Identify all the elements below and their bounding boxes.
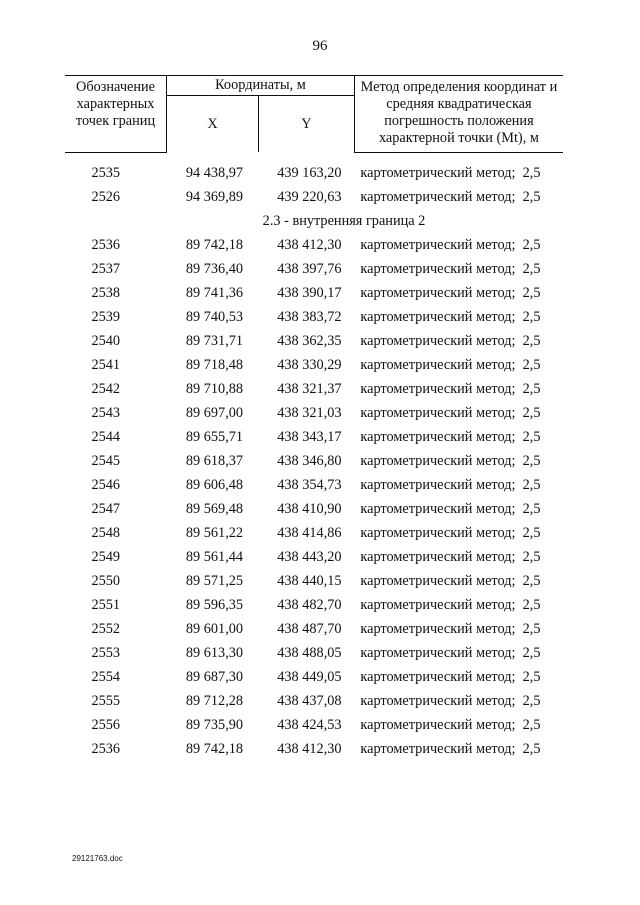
- error-value: 2,5: [522, 453, 541, 469]
- header-y: Y: [258, 96, 354, 153]
- x-coordinate: 89 710,88: [185, 381, 244, 397]
- x-coordinate: 89 561,22: [185, 525, 244, 541]
- error-value: 2,5: [522, 597, 541, 613]
- point-number: 2539: [91, 309, 121, 325]
- error-value: 2,5: [522, 429, 541, 445]
- y-coordinate: 438 321,03: [277, 405, 342, 421]
- point-number: 2552: [91, 621, 121, 637]
- x-coordinate: 89 740,53: [185, 309, 244, 325]
- method-cell: [354, 714, 563, 738]
- point-number: 2550: [91, 573, 121, 589]
- x-coordinate: 89 561,44: [185, 549, 244, 565]
- error-value: 2,5: [522, 405, 541, 421]
- table-row: [65, 354, 563, 378]
- method-cell: [354, 666, 563, 690]
- x-coordinate: 89 596,35: [185, 597, 244, 613]
- error-value: 2,5: [522, 357, 541, 373]
- point-number: 2554: [91, 669, 121, 685]
- error-value: 2,5: [522, 309, 541, 325]
- table-row: [65, 714, 563, 738]
- point-number: 2548: [91, 525, 121, 541]
- header-x: X: [167, 96, 259, 153]
- x-coordinate: 89 735,90: [185, 717, 244, 733]
- error-value: 2,5: [522, 669, 541, 685]
- method-text: картометрический метод;: [360, 429, 516, 445]
- error-value: 2,5: [522, 549, 541, 565]
- y-coordinate: 438 449,05: [277, 669, 342, 685]
- method-cell: [354, 594, 563, 618]
- method-text: картометрический метод;: [360, 381, 516, 397]
- point-number: 2535: [91, 165, 121, 181]
- table-row: [65, 738, 563, 762]
- x-coordinate: 89 697,00: [185, 405, 244, 421]
- header-method: Метод определения координат и средняя квадратическая погрешность положения характерной точки (Mt), м: [354, 76, 563, 153]
- point-number: 2546: [91, 477, 121, 493]
- error-value: 2,5: [522, 333, 541, 349]
- page-number: 96: [312, 38, 328, 54]
- method-text: картометрический метод;: [360, 405, 516, 421]
- y-coordinate: 438 488,05: [277, 645, 342, 661]
- table-row: [65, 306, 563, 330]
- method-text: картометрический метод;: [360, 501, 516, 517]
- point-number: 2545: [91, 453, 121, 469]
- table-body: [65, 152, 563, 762]
- point-number: 2544: [91, 429, 121, 445]
- point-number: 2547: [91, 501, 121, 517]
- method-cell: [354, 642, 563, 666]
- x-coordinate: 89 718,48: [185, 357, 244, 373]
- method-text: картометрический метод;: [360, 237, 516, 253]
- point-number: 2536: [91, 237, 121, 253]
- error-value: 2,5: [522, 237, 541, 253]
- footer-document-name: 29121763.doc: [72, 854, 123, 863]
- table-row: [65, 570, 563, 594]
- point-number: 2541: [91, 357, 121, 373]
- y-coordinate: 438 390,17: [277, 285, 342, 301]
- error-value: 2,5: [522, 477, 541, 493]
- x-coordinate: 89 742,18: [185, 237, 244, 253]
- table-row: [65, 450, 563, 474]
- y-coordinate: 438 443,20: [277, 549, 342, 565]
- error-value: 2,5: [522, 525, 541, 541]
- error-value: 2,5: [522, 501, 541, 517]
- method-cell: [354, 354, 563, 378]
- table-row: [65, 642, 563, 666]
- error-value: 2,5: [522, 285, 541, 301]
- point-number: 2553: [91, 645, 121, 661]
- y-coordinate: 438 412,30: [277, 741, 342, 757]
- point-number: 2549: [91, 549, 121, 565]
- method-cell: [354, 162, 563, 186]
- x-coordinate: 89 712,28: [185, 693, 244, 709]
- method-text: картометрический метод;: [360, 597, 516, 613]
- table-row: [65, 186, 563, 210]
- y-coordinate: 438 440,15: [277, 573, 342, 589]
- error-value: 2,5: [522, 189, 541, 205]
- y-coordinate: 438 437,08: [277, 693, 342, 709]
- y-coordinate: 438 414,86: [277, 525, 342, 541]
- x-coordinate: 94 369,89: [185, 189, 244, 205]
- method-text: картометрический метод;: [360, 357, 516, 373]
- point-number: 2543: [91, 405, 121, 421]
- error-value: 2,5: [522, 261, 541, 277]
- point-number: 2538: [91, 285, 121, 301]
- method-text: картометрический метод;: [360, 165, 516, 181]
- table-row: [65, 666, 563, 690]
- method-text: картометрический метод;: [360, 189, 516, 205]
- x-coordinate: 89 655,71: [185, 429, 244, 445]
- method-text: картометрический метод;: [360, 525, 516, 541]
- method-text: картометрический метод;: [360, 261, 516, 277]
- y-coordinate: 439 220,63: [277, 189, 342, 205]
- method-cell: [354, 426, 563, 450]
- point-number: 2551: [91, 597, 121, 613]
- method-text: картометрический метод;: [360, 693, 516, 709]
- method-cell: [354, 522, 563, 546]
- table-row: [65, 378, 563, 402]
- table-row: [65, 282, 563, 306]
- x-coordinate: 89 618,37: [185, 453, 244, 469]
- table-row: [65, 162, 563, 186]
- method-cell: [354, 474, 563, 498]
- table-row: [65, 234, 563, 258]
- error-value: 2,5: [522, 621, 541, 637]
- error-value: 2,5: [522, 645, 541, 661]
- table-row: [65, 330, 563, 354]
- y-coordinate: 438 321,37: [277, 381, 342, 397]
- method-text: картометрический метод;: [360, 645, 516, 661]
- table-row: [65, 258, 563, 282]
- x-coordinate: 89 687,30: [185, 669, 244, 685]
- section-title: 2.3 - внутренняя граница 2: [262, 213, 426, 229]
- table-row: [65, 498, 563, 522]
- table-row: [65, 474, 563, 498]
- x-coordinate: 94 438,97: [185, 165, 244, 181]
- x-coordinate: 89 736,40: [185, 261, 244, 277]
- x-coordinate: 89 601,00: [185, 621, 244, 637]
- table-header: [65, 76, 563, 153]
- y-coordinate: 438 412,30: [277, 237, 342, 253]
- point-number: 2536: [91, 741, 121, 757]
- x-coordinate: 89 613,30: [185, 645, 244, 661]
- method-text: картометрический метод;: [360, 309, 516, 325]
- method-cell: [354, 738, 563, 762]
- y-coordinate: 438 362,35: [277, 333, 342, 349]
- method-text: картометрический метод;: [360, 477, 516, 493]
- y-coordinate: 439 163,20: [277, 165, 342, 181]
- method-text: картометрический метод;: [360, 669, 516, 685]
- y-coordinate: 438 330,29: [277, 357, 342, 373]
- method-cell: [354, 306, 563, 330]
- point-number: 2556: [91, 717, 121, 733]
- method-text: картометрический метод;: [360, 717, 516, 733]
- method-text: картометрический метод;: [360, 453, 516, 469]
- error-value: 2,5: [522, 717, 541, 733]
- error-value: 2,5: [522, 165, 541, 181]
- error-value: 2,5: [522, 693, 541, 709]
- point-number: 2526: [91, 189, 121, 205]
- method-cell: [354, 282, 563, 306]
- method-cell: [354, 378, 563, 402]
- table-row: [65, 618, 563, 642]
- method-cell: [354, 690, 563, 714]
- y-coordinate: 438 482,70: [277, 597, 342, 613]
- method-cell: [354, 330, 563, 354]
- method-cell: [354, 546, 563, 570]
- method-cell: [354, 618, 563, 642]
- table-row: [65, 522, 563, 546]
- method-cell: [354, 258, 563, 282]
- point-number: 2542: [91, 381, 121, 397]
- method-cell: [354, 450, 563, 474]
- x-coordinate: 89 741,36: [185, 285, 244, 301]
- x-coordinate: 89 606,48: [185, 477, 244, 493]
- table-row: [65, 690, 563, 714]
- point-number: 2537: [91, 261, 121, 277]
- section-row: [65, 210, 563, 234]
- x-coordinate: 89 569,48: [185, 501, 244, 517]
- point-number: 2555: [91, 693, 121, 709]
- y-coordinate: 438 346,80: [277, 453, 342, 469]
- method-cell: [354, 186, 563, 210]
- method-text: картометрический метод;: [360, 741, 516, 757]
- method-text: картометрический метод;: [360, 573, 516, 589]
- error-value: 2,5: [522, 573, 541, 589]
- y-coordinate: 438 383,72: [277, 309, 342, 325]
- y-coordinate: 438 397,76: [277, 261, 342, 277]
- table-row: [65, 594, 563, 618]
- header-point-designation: Обозначение характерных точек границ: [65, 76, 167, 153]
- error-value: 2,5: [522, 381, 541, 397]
- x-coordinate: 89 742,18: [185, 741, 244, 757]
- method-text: картометрический метод;: [360, 621, 516, 637]
- y-coordinate: 438 343,17: [277, 429, 342, 445]
- method-cell: [354, 402, 563, 426]
- x-coordinate: 89 731,71: [185, 333, 244, 349]
- y-coordinate: 438 487,70: [277, 621, 342, 637]
- x-coordinate: 89 571,25: [185, 573, 244, 589]
- table-row: [65, 546, 563, 570]
- table-row: [65, 402, 563, 426]
- method-text: картометрический метод;: [360, 549, 516, 565]
- method-text: картометрический метод;: [360, 285, 516, 301]
- error-value: 2,5: [522, 741, 541, 757]
- point-number: 2540: [91, 333, 121, 349]
- table-row: [65, 426, 563, 450]
- y-coordinate: 438 424,53: [277, 717, 342, 733]
- y-coordinate: 438 354,73: [277, 477, 342, 493]
- header-coordinates: Координаты, м: [167, 76, 355, 96]
- method-cell: [354, 234, 563, 258]
- method-cell: [354, 570, 563, 594]
- method-text: картометрический метод;: [360, 333, 516, 349]
- coordinates-table: [65, 75, 563, 762]
- y-coordinate: 438 410,90: [277, 501, 342, 517]
- method-cell: [354, 498, 563, 522]
